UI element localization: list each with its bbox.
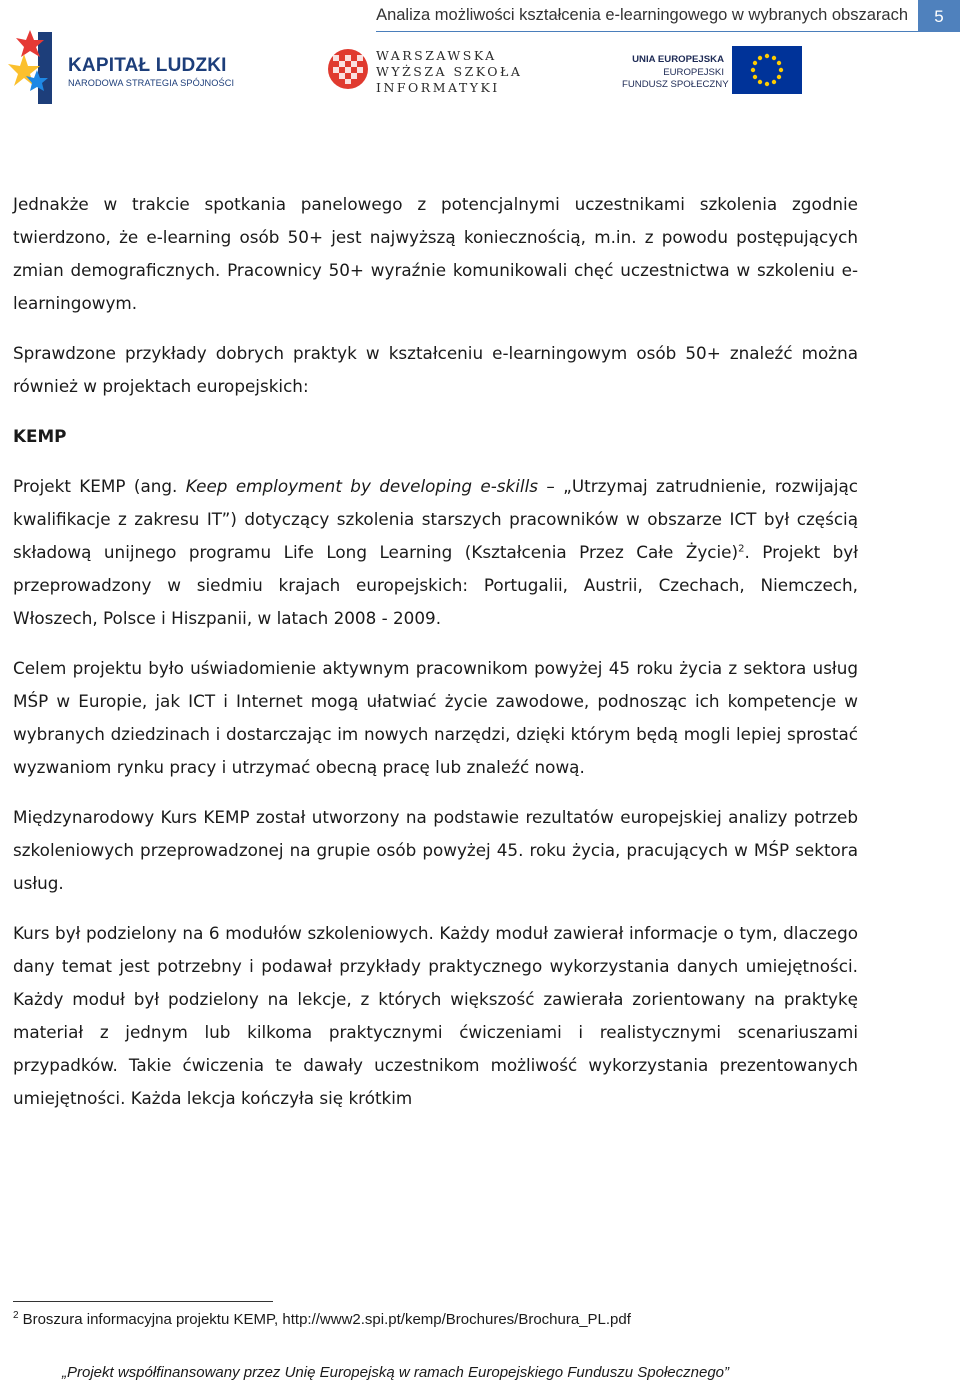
eu-flag-icon xyxy=(732,46,802,94)
page-footer: „Projekt współfinansowany przez Unię Europejską w ramach Europejskiego Funduszu Społecznego” xyxy=(62,1364,730,1381)
wwsi-emblem-icon xyxy=(327,48,369,90)
eu-line-2: EUROPEJSKI xyxy=(663,67,724,78)
header-title: Analiza możliwości kształcenia e-learningowego w wybranych obszarach xyxy=(376,0,918,32)
footnote-ref: 2 xyxy=(738,543,745,555)
page-number: 5 xyxy=(918,0,960,32)
wwsi-logo xyxy=(327,48,369,90)
p3-text-b: – „Utrzymaj zatrudnienie, rozwijając kwalifikacje z zakresu IT”) dotyczący szkolenia starszych pracowników w obszarze ICT był częścią składową unijnego programu Life Long Learning (Kształcenia Przez Całe Życie) xyxy=(13,476,858,562)
document-body xyxy=(13,188,858,1115)
wwsi-line-3: INFORMATYKI xyxy=(376,80,500,95)
wwsi-line-2: WYŻSZA SZKOŁA xyxy=(376,64,523,79)
paragraph-6: Kurs był podzielony na 6 modułów szkoleniowych. Każdy moduł zawierał informacje o tym, dlaczego dany temat jest potrzebny i podawał przykłady praktycznego wykorzystania danych umiejętności. Każdy moduł był podzielony na lekcje, z których większość zawierała zorientowany na praktykę materiał z jednym lub kilkoma praktycznymi ćwiczeniami i realistycznymi scenariuszami przypadków. Takie ćwiczenia te dawały uczestnikom możliwość wykorzystania prezentowanych umiejętności. Każda lekcja kończyła się krótkim xyxy=(13,923,858,1108)
eu-flag xyxy=(732,46,802,94)
paragraph-2: Sprawdzone przykłady dobrych praktyk w kształceniu e-learningowym osób 50+ znaleźć można również w projektach europejskich: xyxy=(13,343,858,396)
paragraph-5: Międzynarodowy Kurs KEMP został utworzony na podstawie rezultatów europejskiej analizy potrzeb szkoleniowych przeprowadzonej na grupie osób powyżej 45. roku życia, pracujących w MŚP sektora usług. xyxy=(13,807,858,893)
footnote xyxy=(13,1311,631,1328)
paragraph-4: Celem projektu było uświadomienie aktywnym pracownikom powyżej 45 roku życia z sektora usług MŚP w Europie, jak ICT i Internet mogą ułatwiać życie zawodowe, podnosząc ich kompetencje w wybranych dziedzinach i dostarczając im nowych narzędzi, dzięki którym będą mogli lepiej sprostać wyzwaniom rynku pracy i utrzymać obecną pracę lub znaleźć nową. xyxy=(13,658,858,777)
kapital-ludzki-name: KAPITAŁ LUDZKI xyxy=(68,55,227,76)
running-header xyxy=(270,0,960,32)
paragraph-3 xyxy=(13,470,858,635)
kapital-ludzki-star-icon xyxy=(6,30,66,106)
p3-text-a: Projekt KEMP (ang. xyxy=(13,476,186,496)
kapital-ludzki-logo xyxy=(6,30,66,106)
paragraph-1: Jednakże w trakcie spotkania panelowego z potencjalnymi uczestnikami szkolenia zgodnie twierdzono, że e-learning osób 50+ jest najwyższą koniecznością, m.in. z powodu postępujących zmian demograficznych. Pracownicy 50+ wyraźnie komunikowali chęć uczestnictwa w szkoleniu e-learningowym. xyxy=(13,194,858,313)
footnote-text: Broszura informacyjna projektu KEMP, http://www2.spi.pt/kemp/Brochures/Brochura_PL.pdf xyxy=(22,1311,631,1328)
eu-line-1: UNIA EUROPEJSKA xyxy=(632,54,724,65)
p3-italic: Keep employment by developing e-skills xyxy=(185,476,538,496)
eu-line-3: FUNDUSZ SPOŁECZNY xyxy=(622,79,729,90)
section-heading-kemp: KEMP xyxy=(13,426,67,446)
kapital-ludzki-subtitle: NARODOWA STRATEGIA SPÓJNOŚCI xyxy=(68,78,235,88)
footnote-number: 2 xyxy=(13,1310,19,1321)
footnote-separator xyxy=(13,1301,273,1302)
wwsi-line-1: WARSZAWSKA xyxy=(376,48,497,63)
p3-text-c: . Projekt był przeprowadzony w siedmiu krajach europejskich: Portugalii, Austrii, Czechach, Niemczech, Włoszech, Polsce i Hiszpanii, w latach 2008 - 2009. xyxy=(13,542,858,628)
